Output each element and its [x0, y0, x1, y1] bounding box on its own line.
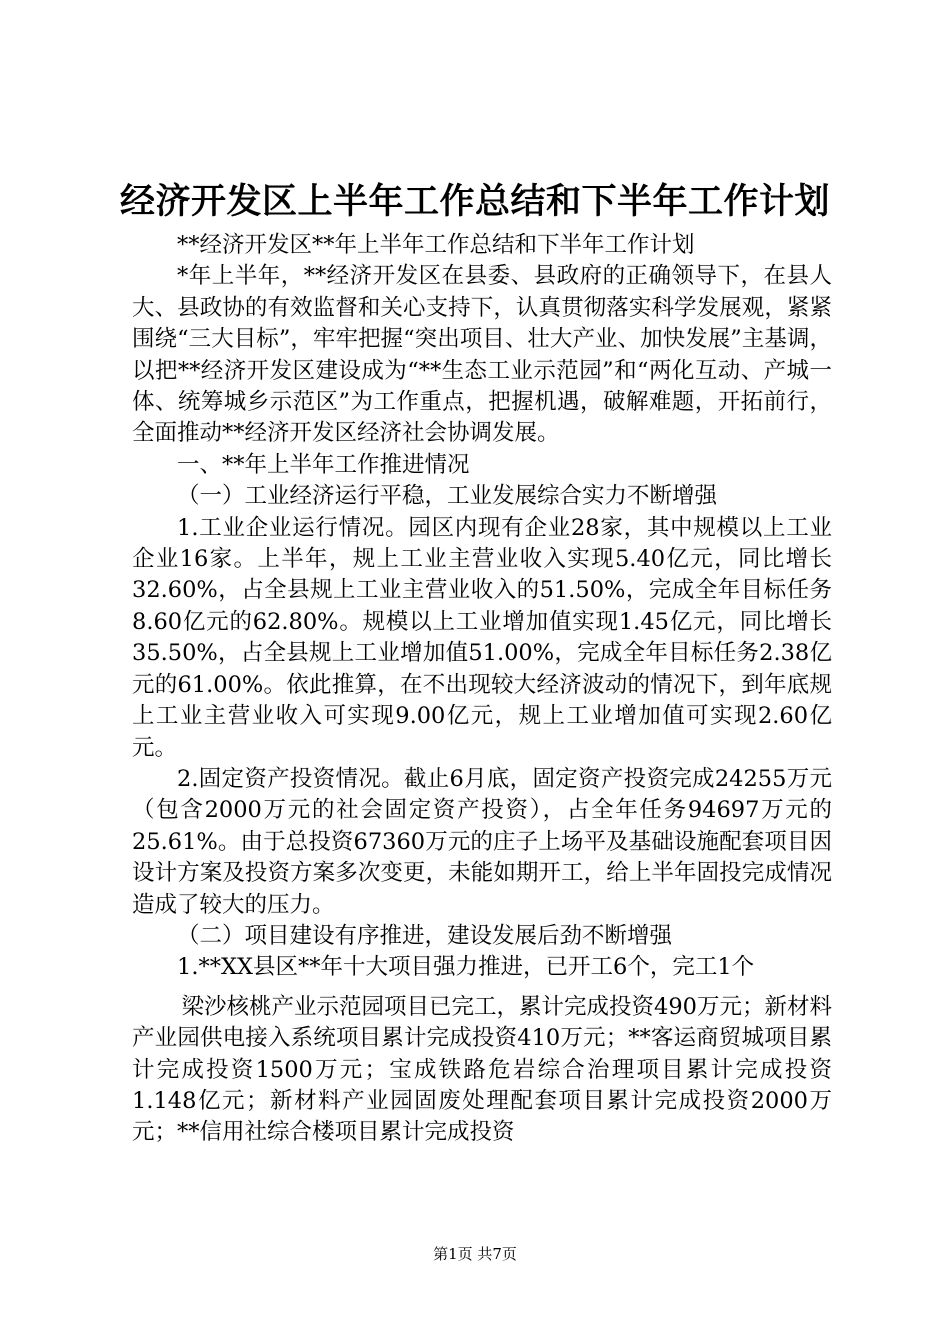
paragraph-project-details: 梁沙核桃产业示范园项目已完工，累计完成投资490万元；新材料产业园供电接入系统项目累计完成投资410万元；**客运商贸城项目累计完成投资1500万元；宝成铁路危岩综合治理项目累计完成投资1.148亿元；新材料产业园固废处理配套项目累计完成投资2000万元；**信用社综合楼项目累计完成投资	[132, 993, 832, 1146]
section-heading-1: 一、**年上半年工作推进情况	[177, 451, 470, 478]
document-title: 经济开发区上半年工作总结和下半年工作计划	[119, 182, 830, 222]
paragraph-fixed-asset-investment: 2.固定资产投资情况。截止6月底，固定资产投资完成24255万元（包含2000万元的社会固定资产投资），占全年任务94697万元的25.61%。由于总投资67360万元的庄子上场平及基础设施配套项目因设计方案及投资方案多次变更，未能如期开工，给上半年固投完成情况造成了较大的压力。	[132, 765, 832, 918]
page-footer: 第1页 共7页	[433, 1245, 517, 1263]
subtitle-paragraph: **经济开发区**年上半年工作总结和下半年工作计划	[177, 232, 695, 258]
document-body	[132, 230, 832, 1149]
paragraph-ten-projects: 1.**XX县区**年十大项目强力推进，已开工6个，完工1个	[177, 954, 755, 981]
intro-paragraph: *年上半年，**经济开发区在县委、县政府的正确领导下，在县人大、县政协的有效监督和关心支持下，认真贯彻落实科学发展观，紧紧围绕“三大目标”，牢牢把握“突出项目、壮大产业、加快发展”主基调，以把**经济开发区建设成为“**生态工业示范园”和“两化互动、产城一体、统筹城乡示范区”为工作重点，把握机遇，破解难题，开拓前行，全面推动**经济开发区经济社会协调发展。	[132, 263, 832, 447]
subsection-heading-1: （一）工业经济运行平稳，工业发展综合实力不断增强	[177, 483, 718, 510]
paragraph-industrial-operation: 1.工业企业运行情况。园区内现有企业28家，其中规模以上工业企业16家。上半年，规上工业主营业收入实现5.40亿元，同比增长32.60%，占全县规上工业主营业收入的51.50%，完成全年目标任务8.60亿元的62.80%。规模以上工业增加值实现1.45亿元，同比增长35.50%，占全县规上工业增加值51.00%，完成全年目标任务2.38亿元的61.00%。依此推算，在不出现较大经济波动的情况下，到年底规上工业主营业收入可实现9.00亿元，规上工业增加值可实现2.60亿元。	[132, 514, 832, 761]
subsection-heading-2: （二）项目建设有序推进，建设发展后劲不断增强	[177, 922, 673, 949]
